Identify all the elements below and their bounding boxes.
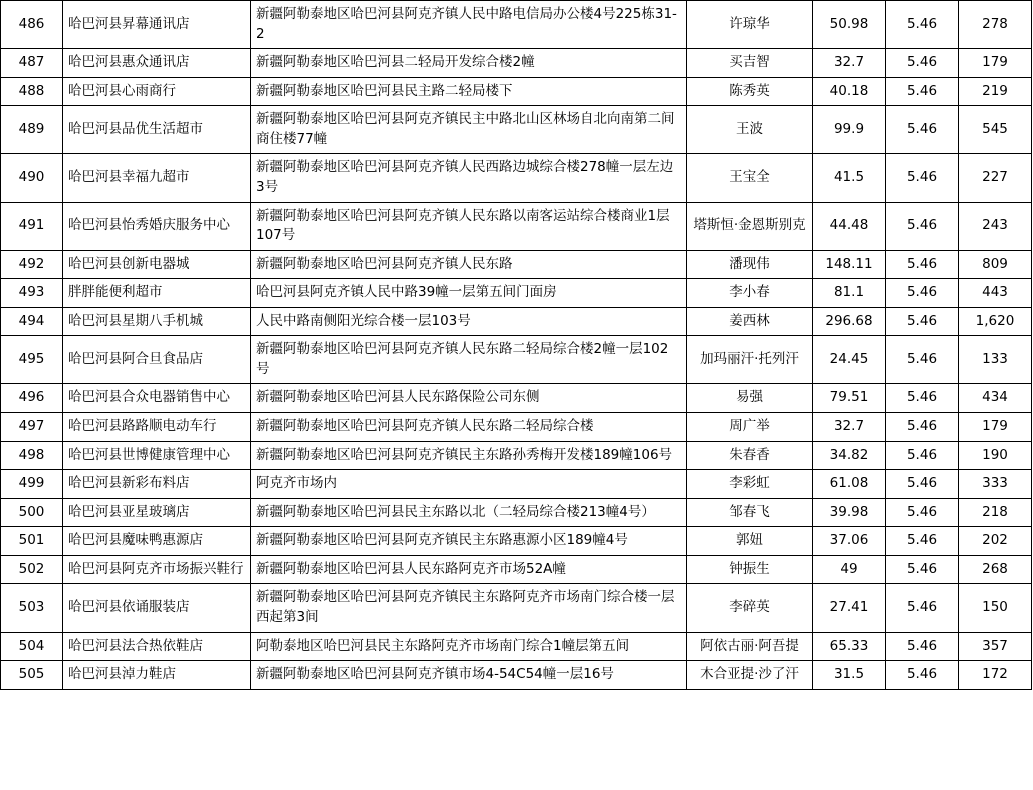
row-amount3: 190: [959, 441, 1032, 470]
row-amount2: 5.46: [886, 441, 959, 470]
row-address: 新疆阿勒泰地区哈巴河县阿克齐镇人民东路二轻局综合楼2幢一层102号: [251, 336, 687, 384]
row-amount3: 179: [959, 413, 1032, 442]
table-row: [1, 498, 1032, 527]
row-amount1: 34.82: [813, 441, 886, 470]
row-address: 新疆阿勒泰地区哈巴河县阿克齐镇市场4-54C54幢一层16号: [251, 661, 687, 690]
table-row: [1, 250, 1032, 279]
row-index: 493: [1, 279, 63, 308]
row-amount1: 40.18: [813, 77, 886, 106]
row-index: 498: [1, 441, 63, 470]
row-amount3: 443: [959, 279, 1032, 308]
row-amount2: 5.46: [886, 527, 959, 556]
row-index: 503: [1, 584, 63, 632]
table-row: [1, 106, 1032, 154]
row-index: 504: [1, 632, 63, 661]
row-amount3: 1,620: [959, 307, 1032, 336]
row-amount2: 5.46: [886, 336, 959, 384]
row-name: 哈巴河县路路顺电动车行: [63, 413, 251, 442]
row-person: 买吉智: [687, 49, 813, 78]
row-amount1: 39.98: [813, 498, 886, 527]
row-amount3: 227: [959, 154, 1032, 202]
row-person: 郭妞: [687, 527, 813, 556]
row-index: 501: [1, 527, 63, 556]
row-amount2: 5.46: [886, 413, 959, 442]
row-index: 494: [1, 307, 63, 336]
row-person: 易强: [687, 384, 813, 413]
table-row: [1, 470, 1032, 499]
row-address: 新疆阿勒泰地区哈巴河县阿克齐镇人民中路电信局办公楼4号225栋31-2: [251, 1, 687, 49]
row-name: 哈巴河县法合热依鞋店: [63, 632, 251, 661]
row-name: 哈巴河县昇幕通讯店: [63, 1, 251, 49]
row-amount2: 5.46: [886, 250, 959, 279]
row-person: 加玛丽汗·托列汗: [687, 336, 813, 384]
row-index: 496: [1, 384, 63, 413]
row-amount1: 32.7: [813, 49, 886, 78]
row-address: 新疆阿勒泰地区哈巴河县阿克齐镇人民西路边城综合楼278幢一层左边3号: [251, 154, 687, 202]
row-address: 新疆阿勒泰地区哈巴河县民主路二轻局楼下: [251, 77, 687, 106]
row-name: 哈巴河县魔味鸭惠源店: [63, 527, 251, 556]
row-index: 500: [1, 498, 63, 527]
row-amount2: 5.46: [886, 498, 959, 527]
table-row: [1, 202, 1032, 250]
row-index: 488: [1, 77, 63, 106]
row-name: 哈巴河县怡秀婚庆服务中心: [63, 202, 251, 250]
row-person: 潘现伟: [687, 250, 813, 279]
row-person: 李小春: [687, 279, 813, 308]
row-name: 哈巴河县淖力鞋店: [63, 661, 251, 690]
row-amount1: 79.51: [813, 384, 886, 413]
row-index: 491: [1, 202, 63, 250]
table-row: [1, 384, 1032, 413]
row-amount3: 809: [959, 250, 1032, 279]
row-address: 阿克齐市场内: [251, 470, 687, 499]
row-name: 胖胖能便利超市: [63, 279, 251, 308]
row-index: 492: [1, 250, 63, 279]
row-amount1: 41.5: [813, 154, 886, 202]
row-name: 哈巴河县阿合旦食品店: [63, 336, 251, 384]
row-person: 李碎英: [687, 584, 813, 632]
row-amount3: 202: [959, 527, 1032, 556]
row-amount2: 5.46: [886, 154, 959, 202]
row-address: 人民中路南侧阳光综合楼一层103号: [251, 307, 687, 336]
row-amount1: 296.68: [813, 307, 886, 336]
row-address: 新疆阿勒泰地区哈巴河县民主东路以北（二轻局综合楼213幢4号）: [251, 498, 687, 527]
row-amount2: 5.46: [886, 632, 959, 661]
row-address: 新疆阿勒泰地区哈巴河县人民东路保险公司东侧: [251, 384, 687, 413]
row-person: 塔斯恒·金恩斯别克: [687, 202, 813, 250]
row-amount3: 357: [959, 632, 1032, 661]
row-index: 489: [1, 106, 63, 154]
row-amount2: 5.46: [886, 307, 959, 336]
row-person: 王波: [687, 106, 813, 154]
row-amount1: 37.06: [813, 527, 886, 556]
row-amount2: 5.46: [886, 279, 959, 308]
row-amount2: 5.46: [886, 106, 959, 154]
row-address: 阿勒泰地区哈巴河县民主东路阿克齐市场南门综合1幢层第五间: [251, 632, 687, 661]
row-address: 新疆阿勒泰地区哈巴河县阿克齐镇民主东路惠源小区189幢4号: [251, 527, 687, 556]
row-name: 哈巴河县心雨商行: [63, 77, 251, 106]
row-amount1: 50.98: [813, 1, 886, 49]
row-amount3: 172: [959, 661, 1032, 690]
row-person: 朱春香: [687, 441, 813, 470]
row-name: 哈巴河县依诵服装店: [63, 584, 251, 632]
row-amount3: 278: [959, 1, 1032, 49]
row-name: 哈巴河县惠众通讯店: [63, 49, 251, 78]
row-amount1: 31.5: [813, 661, 886, 690]
row-person: 周广举: [687, 413, 813, 442]
row-person: 李彩虹: [687, 470, 813, 499]
row-person: 陈秀英: [687, 77, 813, 106]
row-amount2: 5.46: [886, 49, 959, 78]
row-amount2: 5.46: [886, 1, 959, 49]
row-index: 490: [1, 154, 63, 202]
row-index: 505: [1, 661, 63, 690]
row-address: 新疆阿勒泰地区哈巴河县人民东路阿克齐市场52A幢: [251, 555, 687, 584]
row-address: 新疆阿勒泰地区哈巴河县阿克齐镇人民东路二轻局综合楼: [251, 413, 687, 442]
row-address: 新疆阿勒泰地区哈巴河县阿克齐镇人民东路以南客运站综合楼商业1层107号: [251, 202, 687, 250]
row-amount2: 5.46: [886, 584, 959, 632]
row-person: 姜西林: [687, 307, 813, 336]
row-person: 阿依古丽·阿吾提: [687, 632, 813, 661]
row-address: 新疆阿勒泰地区哈巴河县阿克齐镇人民东路: [251, 250, 687, 279]
row-name: 哈巴河县创新电器城: [63, 250, 251, 279]
row-amount1: 44.48: [813, 202, 886, 250]
row-name: 哈巴河县合众电器销售中心: [63, 384, 251, 413]
row-amount1: 99.9: [813, 106, 886, 154]
row-amount1: 148.11: [813, 250, 886, 279]
table-row: [1, 413, 1032, 442]
row-amount3: 218: [959, 498, 1032, 527]
row-amount1: 61.08: [813, 470, 886, 499]
row-amount3: 545: [959, 106, 1032, 154]
row-address: 新疆阿勒泰地区哈巴河县阿克齐镇民主东路阿克齐市场南门综合楼一层西起第3间: [251, 584, 687, 632]
row-amount3: 179: [959, 49, 1032, 78]
row-amount3: 133: [959, 336, 1032, 384]
table-body: [1, 1, 1032, 690]
table-row: [1, 661, 1032, 690]
row-name: 哈巴河县幸福九超市: [63, 154, 251, 202]
row-address: 新疆阿勒泰地区哈巴河县阿克齐镇民主东路孙秀梅开发楼189幢106号: [251, 441, 687, 470]
row-person: 木合亚提·沙了汗: [687, 661, 813, 690]
row-index: 499: [1, 470, 63, 499]
row-name: 哈巴河县品优生活超市: [63, 106, 251, 154]
row-address: 哈巴河县阿克齐镇人民中路39幢一层第五间门面房: [251, 279, 687, 308]
row-person: 许琼华: [687, 1, 813, 49]
row-address: 新疆阿勒泰地区哈巴河县二轻局开发综合楼2幢: [251, 49, 687, 78]
row-name: 哈巴河县亚星玻璃店: [63, 498, 251, 527]
row-amount1: 24.45: [813, 336, 886, 384]
table-row: [1, 632, 1032, 661]
table-row: [1, 441, 1032, 470]
row-amount3: 243: [959, 202, 1032, 250]
row-index: 497: [1, 413, 63, 442]
row-index: 486: [1, 1, 63, 49]
table-row: [1, 279, 1032, 308]
row-amount1: 49: [813, 555, 886, 584]
row-amount1: 32.7: [813, 413, 886, 442]
row-amount2: 5.46: [886, 470, 959, 499]
row-amount2: 5.46: [886, 202, 959, 250]
row-amount3: 219: [959, 77, 1032, 106]
table-row: [1, 77, 1032, 106]
row-amount2: 5.46: [886, 555, 959, 584]
row-amount2: 5.46: [886, 77, 959, 106]
row-amount1: 27.41: [813, 584, 886, 632]
row-person: 王宝全: [687, 154, 813, 202]
table-row: [1, 336, 1032, 384]
table-row: [1, 307, 1032, 336]
table-row: [1, 555, 1032, 584]
row-amount3: 333: [959, 470, 1032, 499]
row-index: 487: [1, 49, 63, 78]
row-index: 502: [1, 555, 63, 584]
row-address: 新疆阿勒泰地区哈巴河县阿克齐镇民主中路北山区林场自北向南第二间商住楼77幢: [251, 106, 687, 154]
row-amount3: 150: [959, 584, 1032, 632]
row-person: 钟振生: [687, 555, 813, 584]
row-name: 哈巴河县新彩布料店: [63, 470, 251, 499]
row-amount3: 434: [959, 384, 1032, 413]
row-amount3: 268: [959, 555, 1032, 584]
table-row: [1, 1, 1032, 49]
row-person: 邹春飞: [687, 498, 813, 527]
row-name: 哈巴河县世博健康管理中心: [63, 441, 251, 470]
row-amount1: 81.1: [813, 279, 886, 308]
row-name: 哈巴河县星期八手机城: [63, 307, 251, 336]
row-amount2: 5.46: [886, 384, 959, 413]
table-row: [1, 49, 1032, 78]
table-row: [1, 584, 1032, 632]
table-row: [1, 154, 1032, 202]
table-row: [1, 527, 1032, 556]
row-amount1: 65.33: [813, 632, 886, 661]
row-index: 495: [1, 336, 63, 384]
row-name: 哈巴河县阿克齐市场振兴鞋行: [63, 555, 251, 584]
row-amount2: 5.46: [886, 661, 959, 690]
